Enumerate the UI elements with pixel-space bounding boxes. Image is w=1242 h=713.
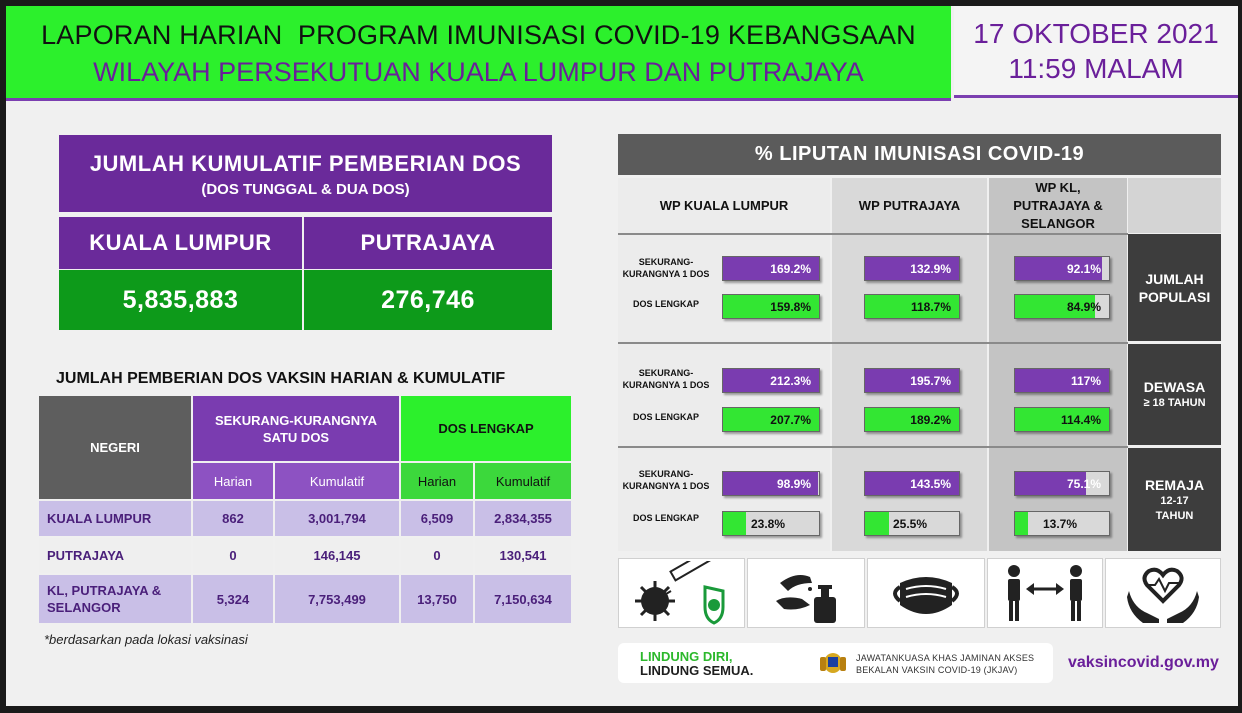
header-title: LAPORAN HARIAN PROGRAM IMUNISASI COVID-19 KEBANGSAAN: [41, 20, 916, 50]
coverage-bar-fill: [723, 512, 746, 535]
table-cell: 130,541: [475, 538, 571, 573]
table-row-negeri: KUALA LUMPUR: [39, 501, 191, 536]
daily-table-title: JUMLAH PEMBERIAN DOS VAKSIN HARIAN & KUMULATIF: [56, 370, 506, 387]
coverage-title: % LIPUTAN IMUNISASI COVID-19: [618, 134, 1221, 175]
organization-name: [856, 652, 1034, 676]
cumulative-subtitle: (DOS TUNGGAL & DUA DOS): [201, 181, 410, 198]
cumulative-kl-label: KUALA LUMPUR: [59, 217, 302, 269]
coverage-bar-partial: [1014, 368, 1110, 393]
coverage-bar-label: 212.3%: [770, 373, 811, 388]
group-label-line1: JUMLAH: [1145, 270, 1204, 287]
coverage-bar-full: [722, 407, 820, 432]
cumulative-title: JUMLAH KUMULATIF PEMBERIAN DOS: [89, 151, 522, 176]
column-group-full: DOS LENGKAP: [401, 396, 571, 461]
coverage-bar-label: 114.4%: [1060, 412, 1101, 427]
coverage-bar-partial: [1014, 471, 1110, 496]
row-label-full: DOS LENGKAP: [632, 412, 699, 422]
table-cell: 7,753,499: [275, 575, 399, 623]
coverage-bar-partial: [722, 368, 820, 393]
coverage-bar-label: 118.7%: [910, 299, 951, 314]
icon-tile: [618, 558, 745, 628]
table-cell: 146,145: [275, 538, 399, 573]
coverage-bar-fill: [865, 512, 889, 535]
coverage-bar-partial: [722, 256, 820, 281]
coverage-bar-full: [864, 294, 960, 319]
icon-tile: [867, 558, 985, 628]
coverage-bar-full: [1014, 294, 1110, 319]
header-title-panel: [6, 6, 951, 98]
coverage-divider: [618, 342, 1128, 344]
coverage-bar-partial: [864, 471, 960, 496]
coverage-bar-full: [1014, 407, 1110, 432]
footnote: *berdasarkan pada lokasi vaksinasi: [44, 632, 248, 647]
row-label-partial: SEKURANG-KURANGNYA 1 DOS: [622, 469, 710, 491]
coverage-bar-partial: [722, 471, 820, 496]
coverage-bar-full: [722, 294, 820, 319]
government-crest-icon: [816, 651, 850, 675]
coverage-column-header: WP KUALA LUMPUR: [659, 197, 789, 213]
group-label-line2: 12-17 TAHUN: [1155, 494, 1194, 522]
header-date-panel: [954, 6, 1238, 98]
coverage-bar-label: 207.7%: [770, 412, 811, 427]
row-label-partial: SEKURANG-KURANGNYA 1 DOS: [622, 368, 710, 390]
icon-tile: [987, 558, 1103, 628]
table-row-negeri: KL, PUTRAJAYA & SELANGOR: [39, 575, 191, 623]
coverage-divider: [618, 446, 1128, 448]
icon-tile: [747, 558, 865, 628]
coverage-bar-label: 143.5%: [910, 476, 951, 491]
coverage-bar-fill: [1015, 512, 1028, 535]
subheader-kumulatif-partial: Kumulatif: [275, 463, 399, 499]
coverage-bar-label: 92.1%: [1066, 261, 1101, 276]
hand-sanitizer-icon: [766, 561, 846, 625]
table-cell: 13,750: [401, 575, 473, 623]
vaccine-syringe-virus-icon: [627, 561, 737, 625]
table-cell: 862: [193, 501, 273, 536]
table-cell: 2,834,355: [475, 501, 571, 536]
face-mask-icon: [886, 561, 966, 625]
coverage-bar-full: [1014, 511, 1110, 536]
slogan-line2: LINDUNG SEMUA.: [640, 663, 754, 678]
slogan-line1: LINDUNG DIRI,: [640, 649, 733, 664]
group-label-line2: ≥ 18 TAHUN: [1143, 397, 1206, 409]
row-label-full: DOS LENGKAP: [632, 513, 699, 523]
coverage-bar-label: 159.8%: [770, 299, 811, 314]
coverage-bar-label: 189.2%: [910, 412, 951, 427]
group-label-adult: [1128, 344, 1221, 445]
coverage-bar-label: 117%: [1070, 373, 1101, 388]
coverage-corner: [1128, 178, 1221, 233]
heart-in-hands-icon: [1123, 561, 1203, 625]
row-label-full: DOS LENGKAP: [632, 299, 699, 309]
slogan: [640, 650, 753, 678]
group-label-line2: POPULASI: [1138, 288, 1211, 305]
subheader-harian-full: Harian: [401, 463, 473, 499]
coverage-bar-partial: [1014, 256, 1110, 281]
header-divider: [6, 98, 951, 101]
coverage-divider: [618, 233, 1128, 235]
cumulative-title-box: [59, 135, 552, 212]
organization-line2: BEKALAN VAKSIN COVID-19 (JKJAV): [856, 665, 1018, 675]
footer-banner: [618, 643, 1053, 683]
cumulative-putrajaya-value: 276,746: [304, 270, 552, 330]
subheader-kumulatif-full: Kumulatif: [475, 463, 571, 499]
coverage-column-header: WP PUTRAJAYA: [858, 197, 961, 213]
table-cell: 3,001,794: [275, 501, 399, 536]
coverage-bar-label: 13.7%: [1043, 516, 1078, 531]
group-label-line1: REMAJA: [1144, 476, 1205, 493]
header-subtitle: WILAYAH PERSEKUTUAN KUALA LUMPUR DAN PUTRAJAYA: [93, 57, 864, 87]
icon-tile: [1105, 558, 1221, 628]
table-row-negeri: PUTRAJAYA: [39, 538, 191, 573]
report-date: 17 OKTOBER 2021: [973, 18, 1219, 49]
coverage-bar-full: [864, 511, 960, 536]
table-cell: 7,150,634: [475, 575, 571, 623]
table-cell: 6,509: [401, 501, 473, 536]
table-cell: 0: [401, 538, 473, 573]
group-label-population: [1128, 234, 1221, 341]
column-group-partial: SEKURANG-KURANGNYA SATU DOS: [193, 396, 399, 461]
table-cell: 5,324: [193, 575, 273, 623]
coverage-bar-label: 195.7%: [910, 373, 951, 388]
organization-line1: JAWATANKUASA KHAS JAMINAN AKSES: [856, 653, 1035, 663]
infographic: [6, 6, 1238, 706]
coverage-bar-full: [864, 407, 960, 432]
coverage-bar-partial: [864, 256, 960, 281]
coverage-bar-label: 84.9%: [1066, 299, 1101, 314]
group-label-line1: DEWASA: [1143, 379, 1206, 395]
group-label-teen: [1128, 448, 1221, 551]
website-link[interactable]: vaksincovid.gov.my: [1068, 654, 1219, 671]
coverage-bar-partial: [864, 368, 960, 393]
cumulative-kl-value: 5,835,883: [59, 270, 302, 330]
physical-distancing-icon: [1000, 561, 1090, 625]
coverage-bar-label: 23.8%: [751, 516, 786, 531]
coverage-bar-label: 98.9%: [776, 476, 811, 491]
coverage-bar-full: [722, 511, 820, 536]
subheader-harian-partial: Harian: [193, 463, 273, 499]
coverage-bar-label: 75.1%: [1066, 476, 1101, 491]
cumulative-putrajaya-label: PUTRAJAYA: [304, 217, 552, 269]
report-time: 11:59 MALAM: [1008, 53, 1184, 84]
table-cell: 0: [193, 538, 273, 573]
coverage-bar-label: 132.9%: [910, 261, 951, 276]
coverage-column-header: WP KL, PUTRAJAYA & SELANGOR: [1013, 179, 1103, 231]
coverage-bar-label: 169.2%: [770, 261, 811, 276]
column-header-negeri: NEGERI: [39, 396, 191, 499]
row-label-partial: SEKURANG-KURANGNYA 1 DOS: [622, 257, 710, 279]
coverage-bar-label: 25.5%: [893, 516, 928, 531]
